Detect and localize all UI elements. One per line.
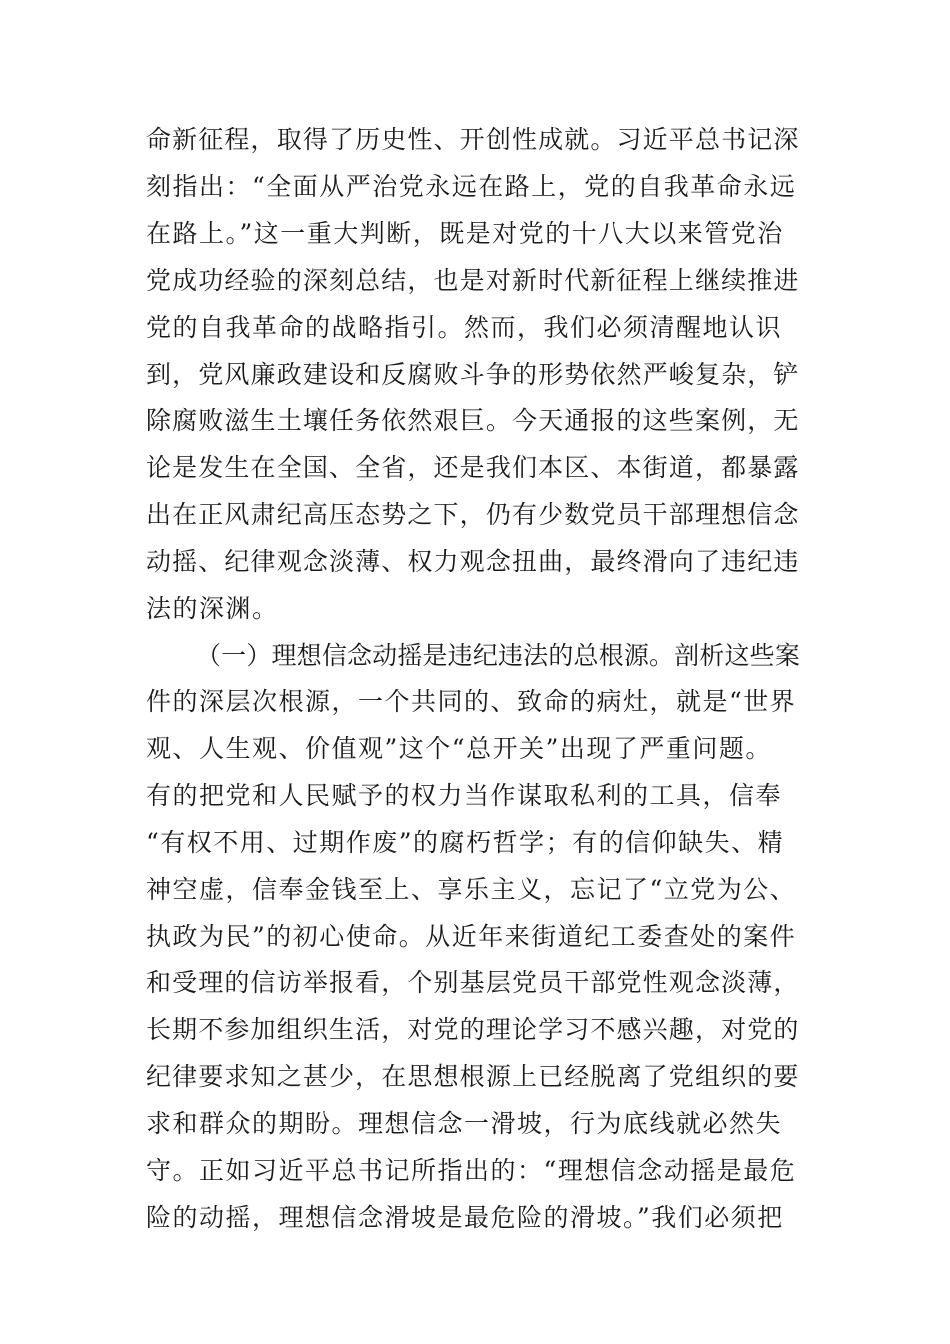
text-line: 守。正如习近平总书记所指出的：“理想信念动摇是最危 xyxy=(146,1156,797,1185)
text-line: 党的自我革命的战略指引。然而，我们必须清醒地认识 xyxy=(146,313,783,342)
text-line: 和受理的信访举报看，个别基层党员干部党性观念淡薄， xyxy=(146,968,800,997)
text-line: 除腐败滋生土壤任务依然艰巨。今天通报的这些案例，无 xyxy=(146,406,800,435)
text-line: 论是发生在全国、全省，还是我们本区、本街道，都暴露 xyxy=(146,453,800,482)
text-line: “有权不用、过期作废”的腐朽哲学；有的信仰缺失、精 xyxy=(146,828,785,857)
text-line: 险的动摇，理想信念滑坡是最危险的滑坡。”我们必须把 xyxy=(146,1203,784,1232)
text-line: 在路上。”这一重大判断，既是对党的十八大以来管党治 xyxy=(146,219,784,248)
text-line: 件的深层次根源，一个共同的、致命的病灶，就是“世界 xyxy=(146,687,797,716)
text-line: 有的把党和人民赋予的权力当作谋取私利的工具，信奉 xyxy=(146,781,783,810)
text-line: 观、人生观、价值观”这个“总开关”出现了严重问题。 xyxy=(146,734,772,763)
section-heading-line: （一）理想信念动摇是违纪违法的总根源。剖析这些案 xyxy=(196,641,801,670)
text-line: 党成功经验的深刻总结，也是对新时代新征程上继续推进 xyxy=(146,266,800,295)
text-line: 纪律要求知之甚少，在思想根源上已经脱离了党组织的要 xyxy=(146,1062,800,1091)
text-line: 神空虚，信奉金钱至上、享乐主义，忘记了“立党为公、 xyxy=(146,875,797,904)
text-line: 执政为民”的初心使命。从近年来街道纪工委查处的案件 xyxy=(146,922,797,951)
text-line: 出在正风肃纪高压态势之下，仍有少数党员干部理想信念 xyxy=(146,500,800,529)
text-line: 刻指出：“全面从严治党永远在路上，党的自我革命永远 xyxy=(146,172,797,201)
text-line: 法的深渊。 xyxy=(146,594,279,623)
text-line: 命新征程，取得了历史性、开创性成就。习近平总书记深 xyxy=(146,125,800,154)
text-line: 长期不参加组织生活，对党的理论学习不感兴趣，对党的 xyxy=(146,1015,800,1044)
text-line: 到，党风廉政建设和反腐败斗争的形势依然严峻复杂，铲 xyxy=(146,360,800,389)
text-line: 动摇、纪律观念淡薄、权力观念扭曲，最终滑向了违纪违 xyxy=(146,547,800,576)
text-line: 求和群众的期盼。理想信念一滑坡，行为底线就必然失 xyxy=(146,1109,783,1138)
